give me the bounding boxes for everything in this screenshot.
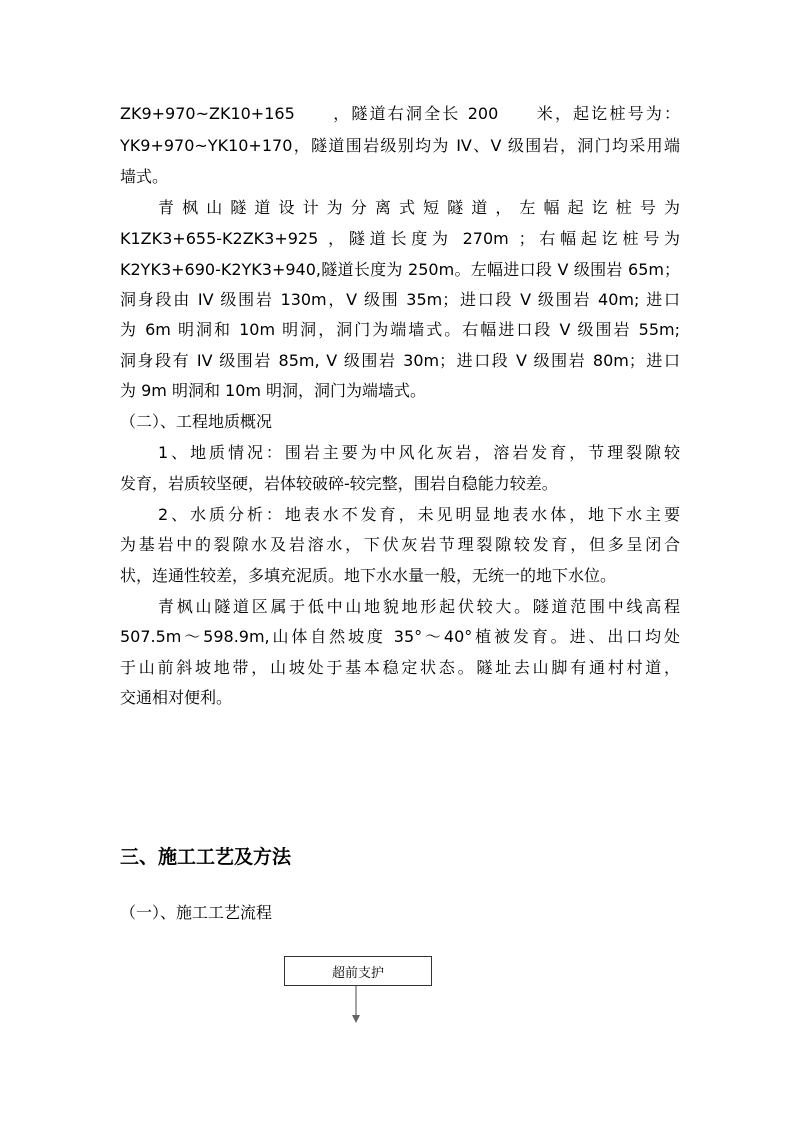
geology-item1-line-1: 1、地质情况：围岩主要为中风化灰岩，溶岩发育，节理裂隙较	[158, 443, 680, 462]
terrain-line-3: 于山前斜坡地带，山坡处于基本稳定状态。隧址去山脚有通村村道，	[120, 658, 680, 677]
geology-item2-line-3: 状，连通性较差，多填充泥质。地下水水量一般，无统一的地下水位。	[120, 566, 617, 585]
geology-heading: （二）、工程地质概况	[120, 412, 273, 431]
terrain-line-2: 507.5m～598.9m,山体自然坡度 35°～40°植被发育。进、出口均处	[120, 627, 680, 646]
paragraph2-line-4: 洞身段由 IV 级围岩 130m，V 级围 35m；进口段 V 级围岩 40m; 进口	[120, 290, 680, 309]
paragraph2-line-7: 为 9m 明洞和 10m 明洞，洞门为端墙式。	[120, 381, 427, 400]
paragraph2-line-1: 青枫山隧道设计为分离式短隧道，左幅起讫桩号为	[158, 198, 680, 217]
paragraph1-line-3: 墙式。	[120, 167, 169, 186]
flow-arrow-down-icon	[349, 986, 363, 1024]
terrain-line-4: 交通相对便利。	[120, 688, 233, 707]
paragraph1-line-1: ZK9+970~ZK10+165 ，隧道右洞全长 200 米，起讫桩号为：	[120, 104, 680, 123]
paragraph2-line-2: K1ZK3+655-K2ZK3+925 ，隧道长度为 270m ；右幅起讫桩号为	[120, 229, 680, 248]
paragraph2-line-3: K2YK3+690-K2YK3+940,隧道长度为 250m。左幅进口段 V 级围岩 65m；	[120, 260, 680, 279]
section3-heading: 三、施工工艺及方法	[120, 846, 292, 868]
geology-item2-line-1: 2、水质分析：地表水不发育，未见明显地表水体，地下水主要	[158, 505, 680, 524]
paragraph2-line-5: 为 6m 明洞和 10m 明洞，洞门为端墙式。右幅进口段 V 级围岩 55m;	[120, 320, 680, 339]
paragraph1-line-2: YK9+970~YK10+170，隧道围岩级别均为 IV、V 级围岩，洞门均采用端	[120, 136, 680, 155]
geology-item2-line-2: 为基岩中的裂隙水及岩溶水，下伏灰岩节理裂隙较发育，但多呈闭合	[120, 535, 680, 554]
paragraph2-line-6: 洞身段有 IV 级围岩 85m, V 级围岩 30m；进口段 V 级围岩 80m；进口	[120, 351, 680, 370]
terrain-line-1: 青枫山隧道区属于低中山地貌地形起伏较大。隧道范围中线高程	[158, 597, 680, 616]
geology-item1-line-2: 发育，岩质较坚硬，岩体较破碎-较完整，围岩自稳能力较差。	[120, 474, 558, 493]
flow-step-advance-support	[284, 956, 432, 986]
section3-subheading: （一）、施工工艺流程	[120, 903, 273, 922]
flow-step-label: 超前支护	[331, 965, 384, 981]
